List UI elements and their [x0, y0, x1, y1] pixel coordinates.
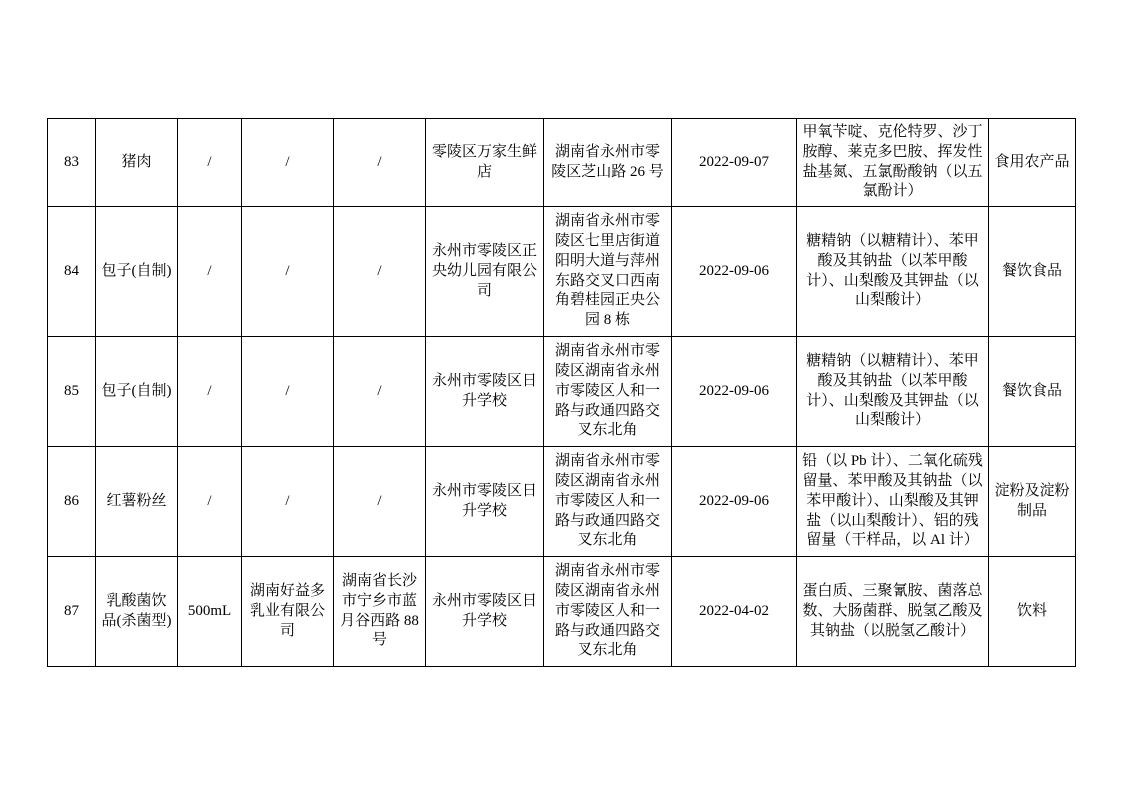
cell-index: 85	[48, 337, 96, 447]
cell-category: 饮料	[989, 557, 1076, 667]
cell-test-items: 蛋白质、三聚氰胺、菌落总数、大肠菌群、脱氢乙酸及其钠盐（以脱氢乙酸计）	[797, 557, 989, 667]
inspection-table-container	[47, 118, 1075, 667]
cell-manufacturer-address: /	[334, 337, 426, 447]
cell-sampled-unit: 零陵区万家生鲜店	[426, 119, 544, 207]
table-row	[48, 447, 1076, 557]
table-row	[48, 119, 1076, 207]
cell-manufacturer-address: /	[334, 119, 426, 207]
cell-sample-date: 2022-09-06	[672, 337, 797, 447]
cell-sampled-unit: 永州市零陵区日升学校	[426, 337, 544, 447]
cell-index: 84	[48, 207, 96, 337]
cell-sampled-address: 湖南省永州市零陵区七里店街道阳明大道与萍州东路交叉口西南角碧桂园正央公园 8 栋	[544, 207, 672, 337]
cell-sampled-unit: 永州市零陵区正央幼儿园有限公司	[426, 207, 544, 337]
cell-manufacturer: /	[242, 447, 334, 557]
cell-spec: 500mL	[178, 557, 242, 667]
cell-manufacturer-address: /	[334, 207, 426, 337]
cell-sample-date: 2022-09-07	[672, 119, 797, 207]
cell-spec: /	[178, 119, 242, 207]
table-row	[48, 337, 1076, 447]
cell-sample-date: 2022-04-02	[672, 557, 797, 667]
cell-test-items: 糖精钠（以糖精计）、苯甲酸及其钠盐（以苯甲酸计）、山梨酸及其钾盐（以山梨酸计）	[797, 337, 989, 447]
cell-manufacturer-address: /	[334, 447, 426, 557]
cell-sampled-address: 湖南省永州市零陵区湖南省永州市零陵区人和一路与政通四路交叉东北角	[544, 337, 672, 447]
cell-product-name: 乳酸菌饮品(杀菌型)	[96, 557, 178, 667]
cell-sampled-address: 湖南省永州市零陵区芝山路 26 号	[544, 119, 672, 207]
cell-product-name: 红薯粉丝	[96, 447, 178, 557]
table-row	[48, 207, 1076, 337]
cell-sampled-address: 湖南省永州市零陵区湖南省永州市零陵区人和一路与政通四路交叉东北角	[544, 447, 672, 557]
inspection-table	[47, 118, 1076, 667]
cell-product-name: 包子(自制)	[96, 207, 178, 337]
cell-index: 86	[48, 447, 96, 557]
cell-sampled-address: 湖南省永州市零陵区湖南省永州市零陵区人和一路与政通四路交叉东北角	[544, 557, 672, 667]
cell-sample-date: 2022-09-06	[672, 447, 797, 557]
cell-category: 餐饮食品	[989, 207, 1076, 337]
cell-sample-date: 2022-09-06	[672, 207, 797, 337]
cell-category: 淀粉及淀粉制品	[989, 447, 1076, 557]
cell-manufacturer: /	[242, 207, 334, 337]
cell-category: 食用农产品	[989, 119, 1076, 207]
cell-test-items: 铅（以 Pb 计）、二氧化硫残留量、苯甲酸及其钠盐（以苯甲酸计）、山梨酸及其钾盐（以山梨酸计）、铝的残留量（干样品，以 Al 计）	[797, 447, 989, 557]
table-row	[48, 557, 1076, 667]
cell-manufacturer-address: 湖南省长沙市宁乡市蓝月谷西路 88 号	[334, 557, 426, 667]
cell-test-items: 甲氧苄啶、克伦特罗、沙丁胺醇、莱克多巴胺、挥发性盐基氮、五氯酚酸钠（以五氯酚计）	[797, 119, 989, 207]
cell-index: 83	[48, 119, 96, 207]
cell-spec: /	[178, 337, 242, 447]
cell-spec: /	[178, 207, 242, 337]
cell-manufacturer: /	[242, 337, 334, 447]
cell-manufacturer: /	[242, 119, 334, 207]
cell-index: 87	[48, 557, 96, 667]
cell-product-name: 包子(自制)	[96, 337, 178, 447]
cell-sampled-unit: 永州市零陵区日升学校	[426, 557, 544, 667]
cell-spec: /	[178, 447, 242, 557]
cell-sampled-unit: 永州市零陵区日升学校	[426, 447, 544, 557]
cell-manufacturer: 湖南好益多乳业有限公司	[242, 557, 334, 667]
cell-product-name: 猪肉	[96, 119, 178, 207]
cell-category: 餐饮食品	[989, 337, 1076, 447]
cell-test-items: 糖精钠（以糖精计）、苯甲酸及其钠盐（以苯甲酸计）、山梨酸及其钾盐（以山梨酸计）	[797, 207, 989, 337]
